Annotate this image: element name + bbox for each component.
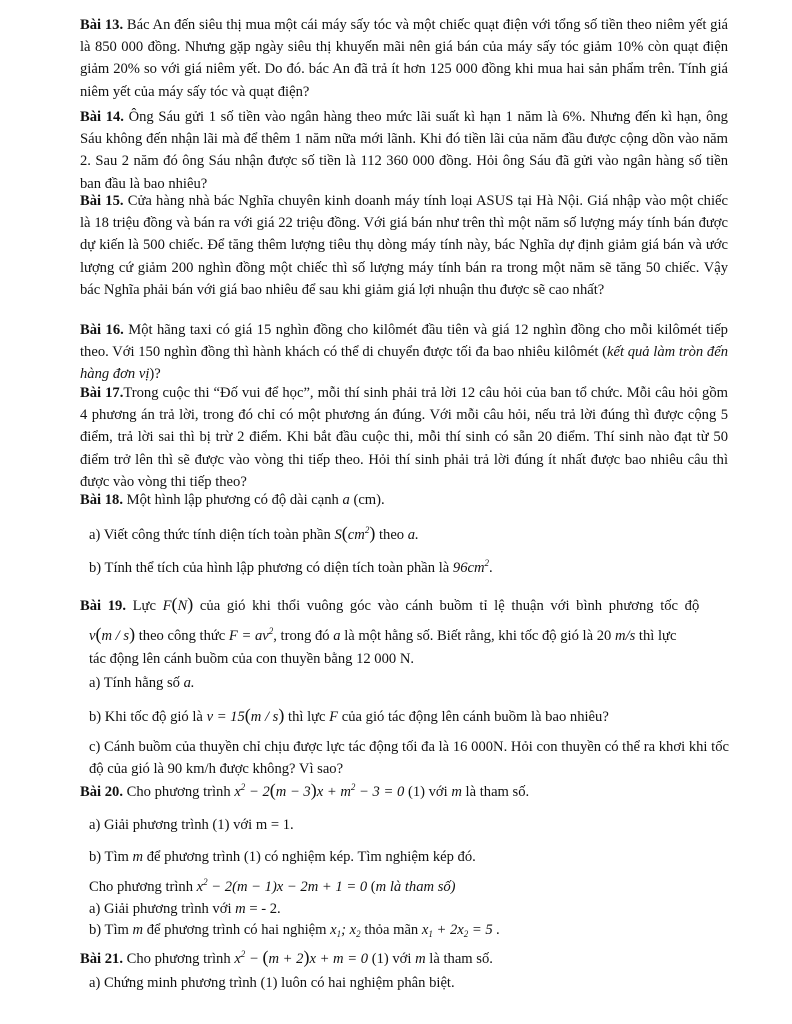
condition: $x_1 + 2x_2 = 5$ . — [421, 922, 501, 939]
math-var: m — [132, 922, 144, 938]
math-var: m — [235, 901, 246, 917]
problem-15 — [80, 190, 728, 301]
part-text: a) Chứng minh phương trình (1) luôn có hai nghiệm phân biệt. — [89, 975, 455, 991]
problem-text: thì lực — [638, 628, 677, 644]
math-var: a — [333, 628, 341, 644]
math-var: a — [342, 492, 350, 508]
problem-19-part-c — [89, 736, 729, 780]
problem-13 — [80, 14, 728, 103]
part-text: a) Viết công thức tính diện tích toàn phần — [89, 527, 331, 543]
part-text: b) Tìm — [89, 849, 129, 865]
math-var: m — [375, 879, 387, 895]
problem-text: Cho phương trình — [126, 951, 231, 967]
part-text: b) Khi tốc độ gió là — [89, 709, 203, 725]
problem-17 — [80, 382, 728, 493]
problem-18-part-b — [89, 557, 729, 579]
part-text: Cho phương trình — [89, 879, 194, 895]
math-var: a. — [407, 527, 419, 543]
part-text: b) Tìm — [89, 922, 129, 938]
part-text: ( — [370, 879, 376, 895]
equation-3: $x^2 - (m + 2)x + m = 0$ — [234, 947, 369, 967]
part-text: a) Giải phương trình (1) với m = 1. — [89, 817, 294, 833]
problem-text: Một hình lập phương có độ dài cạnh — [126, 492, 339, 508]
problem-label: Bài 15. — [80, 193, 124, 209]
math-var: F — [329, 709, 339, 725]
part-text: để phương trình có hai nghiệm — [146, 922, 327, 938]
formula-f-av2: $F = av^2$ — [228, 626, 274, 644]
problem-18 — [80, 489, 720, 511]
problem-19 — [80, 591, 728, 619]
problem-text: , trong đó — [273, 628, 330, 644]
math-value: $96cm^2$ — [452, 558, 490, 576]
math-var: m — [451, 784, 462, 800]
problem-21-part-a — [89, 972, 729, 994]
part-text: thỏa mãn — [364, 922, 419, 938]
problem-text: Cho phương trình — [126, 784, 231, 800]
problem-text: Ông Sáu gửi 1 số tiền vào ngân hàng theo mức lãi suất kì hạn 1 năm là 6%. Nhưng đến kì hạn, ông Sáu không đến nhận lãi mà để thêm 1 năm nữa mới lãnh. Khi đó tiền lãi của năm đầu được cộng dồn vào năm 2. Sau 2 năm đó ông Sáu nhận được số tiền là 112 360 000 đồng. Hỏi ông Sáu đã gửi vào ngân hàng số tiền ban đầu là bao nhiêu? — [80, 109, 728, 192]
problem-label: Bài 14. — [80, 109, 124, 125]
problem-19-line3 — [89, 648, 729, 670]
problem-label: Bài 17. — [80, 385, 124, 401]
problem-note: kết quả làm tròn đến hàng đơn vị — [80, 344, 728, 383]
problem-label: Bài 18. — [80, 492, 123, 508]
part-text: để phương trình (1) có nghiệm kép. Tìm nghiệm kép đó. — [146, 849, 476, 865]
unit-text: (cm). — [353, 492, 385, 508]
problem-16 — [80, 319, 728, 386]
equation-1: $x^2 - 2(m - 3)x + m^2 - 3 = 0$ — [234, 780, 405, 800]
problem-end: )? — [149, 366, 161, 383]
problem-text: Một hãng taxi có giá 15 nghìn đồng cho kilômét đầu tiên và giá 12 nghìn đồng cho mỗi kilômét tiếp theo. Với 150 nghìn đồng thì hành khách có thể di chuyển được tối đa bao nhiêu kilômét ( — [80, 322, 728, 361]
problem-14 — [80, 106, 728, 195]
problem-text: (1) với — [371, 951, 412, 967]
problem-18-part-a — [89, 522, 729, 546]
part-text: theo — [378, 527, 405, 543]
problem-19-line2 — [89, 621, 729, 649]
problem-text: Cửa hàng nhà bác Nghĩa chuyên kinh doanh máy tính loại ASUS tại Hà Nội. Giá nhập vào một chiếc là 18 triệu đồng và bán ra với giá 22 triệu đồng. Với giá bán như trên thì một năm số lượng máy tính bán được dự kiến là 500 chiếc. Để tăng thêm lượng tiêu thụ dòng máy tính này, bác Nghĩa dự định giảm giá bán và ước lượng cứ giảm 200 nghìn đồng một chiếc thì số lượng máy tính bán ra trong một năm sẽ tăng 50 chiếc. Vậy bác Nghĩa phải bán với giá bao nhiêu để sau khi giảm giá lợi nhuận thu được sẽ cao nhất? — [80, 193, 728, 298]
part-end: . — [489, 560, 493, 576]
roots: $x_1$; $x_2$ — [330, 922, 361, 939]
problem-text: (1) với — [407, 784, 448, 800]
part-text: của gió tác động lên cánh buồm là bao nhiêu? — [341, 709, 609, 725]
part-text: thì lực — [288, 709, 326, 725]
part-text: a) Giải phương trình với — [89, 901, 232, 917]
problem-label: Bài 13. — [80, 17, 124, 33]
part-text: c) Cánh buồm của thuyền chỉ chịu được lực tác động tối đa là 16 000N. Hỏi con thuyền có thể ra khơi khi tốc độ của gió là 90 km/h được không? Vì sao? — [89, 739, 729, 777]
problem-text: là tham số. — [429, 951, 493, 967]
problem-text: là tham số. — [465, 784, 530, 800]
problem-text: theo công thức — [138, 628, 226, 644]
formula-fn: F(N) — [162, 594, 194, 614]
formula-s: $S(cm^2)$ — [334, 523, 376, 543]
problem-text: Trong cuộc thi “Đố vui để học”, mỗi thí sinh phải trả lời 12 câu hỏi của ban tổ chức. Mỗi câu hỏi gồm 4 phương án trả lời, trong đó chỉ có một phương án đúng. Với mỗi câu hỏi, nếu trả lời đúng thì được cộng 5 điểm, trả lời sai thì bị trừ 2 điểm. Khi bắt đầu cuộc thi, mỗi thí sinh có sẵn 20 điểm. Thí sinh nào đạt từ 50 điểm trở lên thì sẽ được vào vòng thi tiếp theo. Hỏi thí sinh phải trả lời đúng ít nhất được bao nhiêu câu thì được vào vòng thi tiếp theo? — [80, 385, 728, 490]
problem-text: tác động lên cánh buồm của con thuyền bằng 12 000 N. — [89, 651, 415, 667]
problem-20-part-b — [89, 846, 729, 868]
problem-label: Bài 20. — [80, 784, 123, 800]
problem-label: Bài 21. — [80, 951, 123, 967]
problem-20-part-b2 — [89, 919, 729, 941]
problem-20-part-a2 — [89, 898, 729, 920]
problem-text: Bác An đến siêu thị mua một cái máy sấy tóc và một chiếc quạt điện với tổng số tiền theo niêm yết giá là 850 000 đồng. Nhưng gặp ngày siêu thị khuyến mãi nên giá bán của máy sấy tóc giảm 10% còn quạt điện giảm 20% so với giá niêm yết. Do đó. bác An đã trả ít hơn 125 000 đồng khi mua hai sản phẩm trên. Tính giá niêm yết của máy sấy tóc và quạt điện? — [80, 17, 728, 100]
part-text: a) Tính hằng số — [89, 675, 180, 691]
unit-text: m/s — [614, 628, 636, 644]
formula-v: v(m / s) — [89, 624, 136, 644]
problem-label: Bài 16. — [80, 322, 124, 338]
problem-text: là một hằng số. Biết rằng, khi tốc độ gió là 20 — [344, 628, 612, 644]
part-text: b) Tính thể tích của hình lập phương có diện tích toàn phần là — [89, 560, 450, 576]
part-text: là tham số) — [389, 879, 456, 895]
formula-v15: v = 15(m / s) — [206, 705, 285, 725]
math-var: m — [415, 951, 426, 967]
problem-20-part-a — [89, 814, 729, 836]
problem-20 — [80, 779, 720, 803]
problem-21 — [80, 946, 720, 970]
problem-text: Lực — [132, 598, 156, 614]
problem-text: của gió khi thổi vuông góc vào cánh buồm tỉ lệ thuận với bình phương tốc độ — [199, 598, 700, 614]
part-text: = - 2. — [249, 901, 281, 917]
equation-2: $x^2 - 2(m - 1)x - 2m + 1 = 0$ — [196, 877, 368, 895]
math-var: a. — [183, 675, 195, 691]
problem-label: Bài 19. — [80, 598, 126, 614]
problem-19-part-b — [89, 704, 729, 728]
math-var: m — [132, 849, 144, 865]
problem-20-equation-2 — [89, 876, 729, 898]
problem-19-part-a — [89, 672, 729, 694]
